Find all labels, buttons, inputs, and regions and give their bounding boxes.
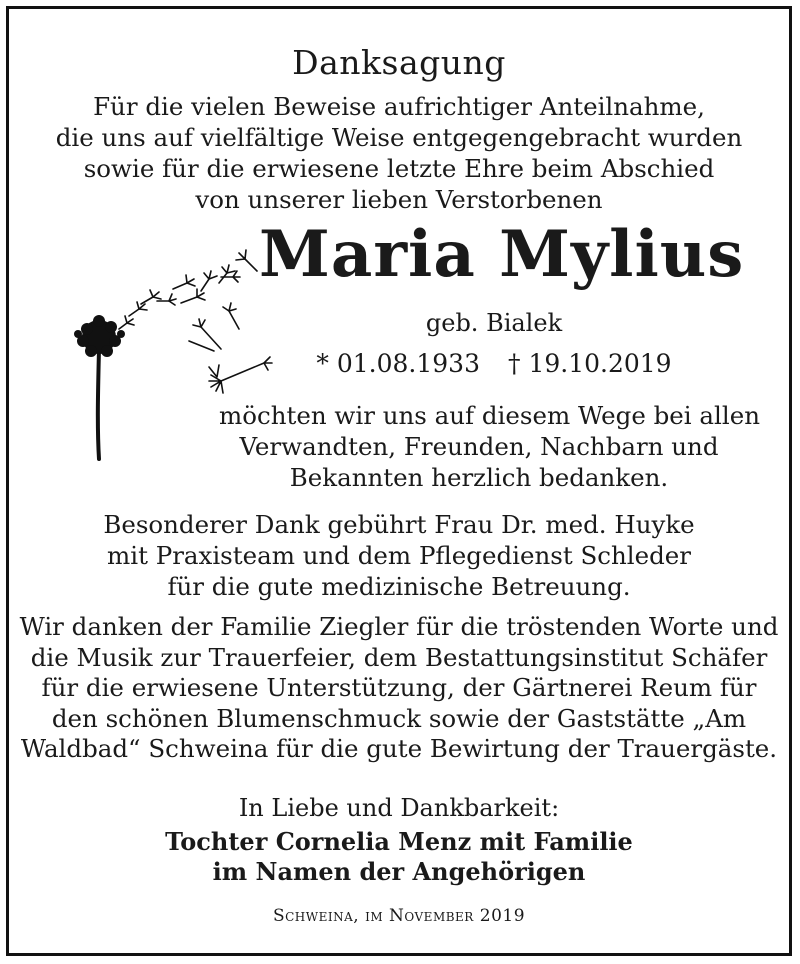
maiden-name: geb. Bialek: [425, 309, 563, 337]
intro-line: die uns auf vielfältige Weise entgegengebracht wurden: [55, 123, 743, 152]
special-thanks-text: [9, 509, 789, 602]
thanks-text: [219, 400, 760, 493]
intro-text: [9, 91, 789, 215]
family-line: für die erwiesene Unterstützung, der Gärtnerei Reum für: [41, 673, 757, 702]
thanks-line: möchten wir uns auf diesem Wege bei allen: [219, 401, 760, 430]
family-line: den schönen Blumenschmuck sowie der Gaststätte „Am: [51, 703, 747, 733]
family-line: Wir danken der Familie Ziegler für die tröstenden Worte und: [19, 612, 779, 641]
deceased-name: Maria Mylius: [259, 217, 745, 292]
life-dates: [259, 349, 729, 378]
intro-line: sowie für die erwiesene letzte Ehre beim Abschied: [83, 154, 715, 183]
special-line: für die gute medizinische Betreuung.: [167, 572, 631, 601]
special-line: mit Praxisteam und dem Pflegedienst Schleder: [107, 541, 691, 570]
thanks-line: Bekannten herzlich bedanken.: [289, 463, 669, 492]
obituary-notice: [6, 6, 792, 956]
heading: Danksagung: [292, 43, 506, 82]
closing-text: In Liebe und Dankbarkeit:: [238, 794, 560, 822]
family-line: die Musik zur Trauerfeier, dem Bestattungsinstitut Schäfer: [30, 642, 768, 672]
signer-line: im Namen der Angehörigen: [212, 857, 586, 886]
signers: [9, 827, 789, 887]
signer-line: Tochter Cornelia Menz mit Familie: [165, 827, 633, 856]
family-thanks-text: [9, 612, 789, 765]
special-line: Besonderer Dank gebührt Frau Dr. med. Huyke: [103, 510, 695, 539]
birth-date: * 01.08.1933: [316, 349, 480, 378]
place-date-text: Schweina, im November 2019: [272, 906, 526, 926]
family-line: Waldbad“ Schweina für die gute Bewirtung der Trauergäste.: [20, 734, 778, 763]
place-date: [9, 906, 789, 926]
death-date: † 19.10.2019: [508, 349, 672, 378]
intro-line: von unserer lieben Verstorbenen: [195, 185, 603, 214]
thanks-line: Verwandten, Freunden, Nachbarn und: [239, 432, 719, 461]
intro-line: Für die vielen Beweise aufrichtiger Anteilnahme,: [93, 92, 705, 121]
